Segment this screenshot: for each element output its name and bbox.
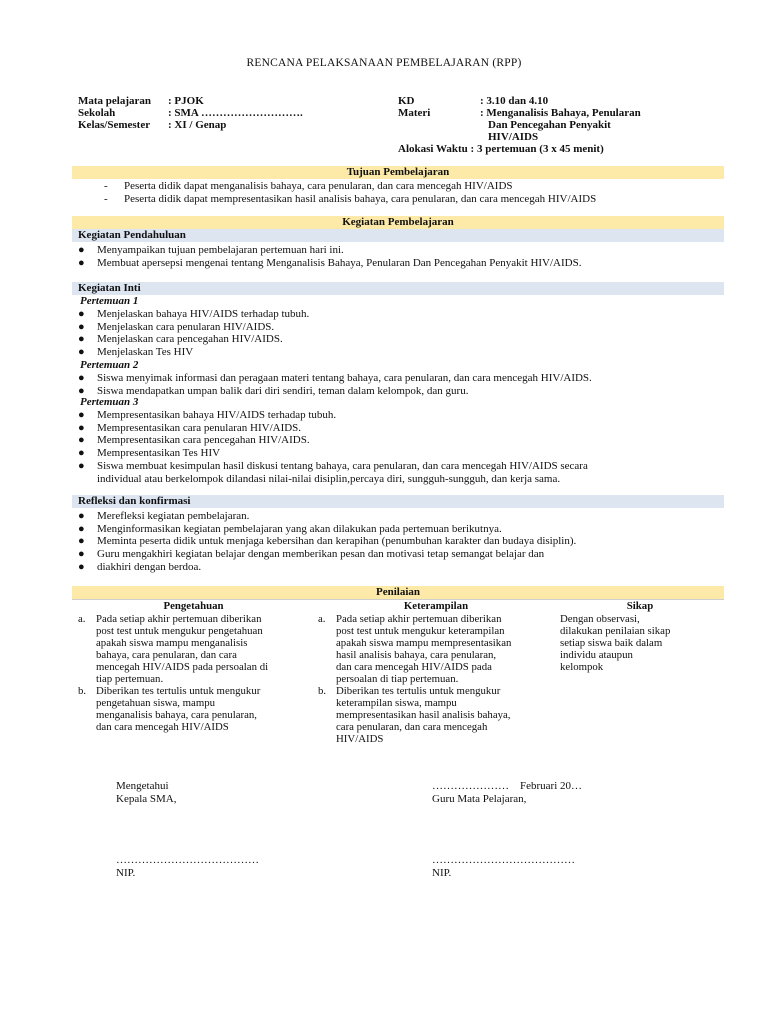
mapel-label: Mata pelajaran	[78, 95, 152, 107]
pengetahuan-b-line: Diberikan tes tertulis untuk mengukur	[96, 685, 261, 697]
tujuan-heading	[72, 166, 724, 179]
pendahuluan-heading	[72, 229, 724, 242]
pengetahuan-a-line: Pada setiap akhir pertemuan diberikan	[96, 613, 262, 625]
keterampilan-b-line: cara penularan, dan cara mencegah	[336, 721, 488, 733]
pengetahuan-a-line: bahaya, cara penularan, dan cara	[96, 649, 237, 661]
guru-text: Guru Mata Pelajaran,	[432, 793, 527, 805]
pengetahuan-a-line: post test untuk mengukur pengetahuan	[96, 625, 263, 637]
p2-item-1: Siswa menyimak informasi dan peragaan materi tentang bahaya, cara penularan, dan cara mencegah HIV/AIDS.	[97, 372, 592, 384]
list-item: ● Menjelaskan cara penularan HIV/AIDS.	[78, 320, 275, 333]
penilaian-heading	[72, 586, 724, 599]
list-item: a. Pada setiap akhir pertemuan diberikan post test untuk mengukur keterampilan apakah siswa mampu mempresentasikan hasil analisis bahaya, cara penularan, dan cara mencegah HIV/AIDS pada persoalan di tiap pertemuan.	[316, 613, 556, 685]
p1-item-3: Menjelaskan cara pencegahan HIV/AIDS.	[97, 333, 283, 346]
keterampilan-a-line: apakah siswa mampu mempresentasikan	[336, 637, 512, 649]
signature-right	[432, 780, 582, 880]
keterampilan-a-line: persoalan di tiap pertemuan.	[336, 673, 459, 685]
inti-heading-text: Kegiatan Inti	[78, 282, 141, 294]
sikap-column	[560, 600, 720, 673]
keterampilan-b-line: keterampilan siswa, mampu	[336, 697, 457, 709]
pendahuluan-item-2: Membuat apersepsi mengenai tentang Menganalisis Bahaya, Penularan Dan Pencegahan Penyakit HIV/AIDS.	[97, 256, 582, 269]
p3-item-4: Mempresentasikan Tes HIV	[97, 447, 221, 460]
nip-label: NIP.	[432, 867, 452, 879]
list-item: - Peserta didik dapat mempresentasikan hasil analisis bahaya, cara penularan, dan cara mencegah HIV/AIDS	[104, 192, 597, 205]
pengetahuan-b-line: pengetahuan siswa, mampu	[96, 697, 216, 709]
list-item: ● Siswa menyimak informasi dan peragaan materi tentang bahaya, cara penularan, dan cara mencegah HIV/AIDS.	[78, 372, 592, 384]
list-item: b. Diberikan tes tertulis untuk mengukur pengetahuan siswa, mampu menganalisis bahaya, cara penularan, dan cara mencegah HIV/AIDS	[76, 685, 311, 733]
list-item-continuation	[76, 473, 726, 486]
list-item: ● Mempresentasikan Tes HIV	[78, 447, 221, 460]
list-item: ● Menjelaskan bahaya HIV/AIDS terhadap tubuh.	[78, 308, 310, 320]
pengetahuan-column	[76, 600, 311, 733]
list-item: ● Mempresentasikan cara pencegahan HIV/AIDS.	[78, 434, 310, 447]
list-item: ● diakhiri dengan berdoa.	[78, 560, 202, 573]
sekolah-label: Sekolah	[78, 107, 116, 119]
p1-item-4: Menjelaskan Tes HIV	[97, 346, 194, 359]
pertemuan-3-label: Pertemuan 3	[80, 396, 139, 408]
info-right	[398, 95, 698, 159]
pengetahuan-b-line: menganalisis bahaya, cara penularan,	[96, 709, 257, 721]
list-item: - Peserta didik dapat menganalisis bahaya, cara penularan, dan cara mencegah HIV/AIDS	[104, 180, 513, 192]
nip-label: NIP.	[116, 867, 136, 879]
signature-left	[116, 780, 259, 880]
list-item: ● Siswa mendapatkan umpan balik dari diri sendiri, teman dalam kelompok, dan guru.	[78, 384, 469, 397]
list-item: ● Menyampaikan tujuan pembelajaran pertemuan hari ini.	[78, 244, 344, 256]
tujuan-item-2: Peserta didik dapat mempresentasikan hasil analisis bahaya, cara penularan, dan cara mencegah HIV/AIDS	[124, 192, 597, 205]
keterampilan-a-line: post test untuk mengukur keterampilan	[336, 625, 505, 637]
pengetahuan-a-line: mencegah HIV/AIDS pada persoalan di	[96, 661, 269, 673]
materi-value-1: : Menganalisis Bahaya, Penularan	[480, 107, 641, 119]
keterampilan-b-line: HIV/AIDS	[336, 733, 384, 745]
materi-value-3: HIV/AIDS	[488, 131, 539, 143]
info-left	[78, 95, 358, 135]
alokasi-waktu: Alokasi Waktu : 3 pertemuan (3 x 45 menit)	[398, 143, 604, 155]
pengetahuan-title: Pengetahuan	[163, 600, 224, 612]
sikap-line: kelompok	[560, 661, 604, 673]
pengetahuan-a-line: apakah siswa mampu menganalisis	[96, 637, 248, 649]
penilaian-heading-text: Penilaian	[375, 586, 420, 598]
refleksi-item-1: Merefleksi kegiatan pembelajaran.	[97, 510, 250, 522]
mengetahui-text: Mengetahui	[116, 780, 169, 792]
refleksi-heading	[72, 495, 724, 508]
refleksi-list	[76, 510, 726, 574]
pendahuluan-list	[76, 244, 726, 269]
list-item: ● Membuat apersepsi mengenai tentang Menganalisis Bahaya, Penularan Dan Pencegahan Penyakit HIV/AIDS.	[78, 256, 582, 269]
signature-line: …………………………………	[116, 854, 259, 866]
p1-item-2: Menjelaskan cara penularan HIV/AIDS.	[97, 320, 275, 333]
list-item: ● Menjelaskan cara pencegahan HIV/AIDS.	[78, 333, 283, 346]
keterampilan-title: Keterampilan	[403, 600, 469, 612]
signature-line: …………………………………	[432, 854, 575, 866]
kepala-sma-text: Kepala SMA,	[116, 793, 177, 805]
keterampilan-a-line: Pada setiap akhir pertemuan diberikan	[336, 613, 502, 625]
p2-item-2: Siswa mendapatkan umpan balik dari diri sendiri, teman dalam kelompok, dan guru.	[97, 384, 469, 397]
mapel-value: : PJOK	[168, 95, 204, 107]
tujuan-heading-text: Tujuan Pembelajaran	[346, 166, 450, 178]
list-item: b. Diberikan tes tertulis untuk mengukur keterampilan siswa, mampu mempresentasikan hasil analisis bahaya, cara penularan, dan cara mencegah HIV/AIDS	[316, 685, 556, 745]
pertemuan-1-label: Pertemuan 1	[80, 295, 139, 307]
refleksi-item-3: Meminta peserta didik untuk menjaga kebersihan dan kerapihan (penumbuhan karakter dan budaya disiplin).	[97, 535, 577, 548]
kd-value: : 3.10 dan 4.10	[480, 95, 549, 107]
sekolah-value: : SMA ……………………….	[168, 107, 303, 119]
pertemuan-2-label: Pertemuan 2	[80, 359, 139, 371]
refleksi-item-4: Guru mengakhiri kegiatan belajar dengan memberikan pesan dan motivasi tetap semangat belajar dan	[97, 548, 545, 561]
list-item: ● Merefleksi kegiatan pembelajaran.	[78, 510, 250, 522]
refleksi-item-5: diakhiri dengan berdoa.	[97, 560, 202, 573]
keterampilan-b-line: mempresentasikan hasil analisis bahaya,	[336, 709, 511, 721]
date-text: ………………… Februari 20…	[432, 780, 583, 792]
sikap-line: setiap siswa baik dalam	[560, 637, 663, 649]
pertemuan-2-list	[76, 372, 726, 397]
p3-item-1: Mempresentasikan bahaya HIV/AIDS terhadap tubuh.	[97, 409, 337, 421]
pengetahuan-b-line: dan cara mencegah HIV/AIDS	[96, 721, 229, 733]
list-item: a. Pada setiap akhir pertemuan diberikan post test untuk mengukur pengetahuan apakah siswa mampu menganalisis bahaya, cara penularan, dan cara mencegah HIV/AIDS pada persoalan di tiap pertemuan.	[76, 613, 311, 685]
sikap-line: Dengan observasi,	[560, 613, 640, 625]
pertemuan-3-list	[76, 409, 726, 485]
p3-item-5-cont: individual atau berkelompok dilandasi nilai-nilai disiplin,percaya diri, sungguh-sungguh, dan kerja sama.	[97, 472, 561, 485]
list-item: ● Guru mengakhiri kegiatan belajar dengan memberikan pesan dan motivasi tetap semangat belajar dan	[78, 548, 545, 561]
tujuan-item-1: Peserta didik dapat menganalisis bahaya, cara penularan, dan cara mencegah HIV/AIDS	[124, 180, 513, 192]
sikap-line: individu ataupun	[560, 649, 633, 661]
list-item: ● Siswa membuat kesimpulan hasil diskusi tentang bahaya, cara penularan, dan cara mencegah HIV/AIDS secara	[78, 459, 588, 472]
sikap-line: dilakukan penilaian sikap	[560, 625, 671, 637]
keterampilan-column	[316, 600, 556, 745]
kegiatan-heading	[72, 216, 724, 229]
list-item: ● Menginformasikan kegiatan pembelajaran yang akan dilakukan pada pertemuan berikutnya.	[78, 522, 502, 535]
pengetahuan-a-line: tiap pertemuan.	[96, 673, 164, 685]
sikap-title: Sikap	[626, 600, 654, 612]
p3-item-3: Mempresentasikan cara pencegahan HIV/AIDS.	[97, 434, 310, 447]
pendahuluan-item-1: Menyampaikan tujuan pembelajaran pertemuan hari ini.	[97, 244, 344, 256]
kd-label: KD	[398, 95, 415, 107]
keterampilan-a-line: dan cara mencegah HIV/AIDS pada	[336, 661, 492, 673]
list-item: ● Meminta peserta didik untuk menjaga kebersihan dan kerapihan (penumbuhan karakter dan budaya disiplin).	[78, 535, 577, 548]
p3-item-2: Mempresentasikan cara penularan HIV/AIDS.	[97, 421, 302, 434]
inti-heading	[72, 282, 724, 295]
keterampilan-a-line: hasil analisis bahaya, cara penularan,	[336, 649, 497, 661]
p1-item-1: Menjelaskan bahaya HIV/AIDS terhadap tubuh.	[97, 308, 310, 320]
list-item: ● Menjelaskan Tes HIV	[78, 346, 194, 359]
document-title: RENCANA PELAKSANAAN PEMBELAJARAN (RPP)	[246, 57, 522, 69]
materi-label: Materi	[398, 107, 431, 119]
kegiatan-heading-text: Kegiatan Pembelajaran	[342, 216, 454, 228]
pertemuan-1-list	[76, 308, 726, 359]
refleksi-item-2: Menginformasikan kegiatan pembelajaran yang akan dilakukan pada pertemuan berikutnya.	[97, 522, 502, 535]
materi-value-2: Dan Pencegahan Penyakit	[488, 119, 611, 131]
pendahuluan-heading-text: Kegiatan Pendahuluan	[78, 229, 186, 241]
kelas-label: Kelas/Semester	[78, 119, 151, 131]
refleksi-heading-text: Refleksi dan konfirmasi	[78, 495, 191, 507]
keterampilan-b-line: Diberikan tes tertulis untuk mengukur	[336, 685, 501, 697]
list-item: ● Mempresentasikan cara penularan HIV/AIDS.	[78, 421, 302, 434]
list-item: ● Mempresentasikan bahaya HIV/AIDS terhadap tubuh.	[78, 409, 337, 421]
tujuan-list	[76, 180, 726, 205]
p3-item-5: Siswa membuat kesimpulan hasil diskusi tentang bahaya, cara penularan, dan cara mencegah HIV/AIDS secara	[97, 459, 588, 472]
kelas-value: : XI / Genap	[168, 119, 227, 131]
